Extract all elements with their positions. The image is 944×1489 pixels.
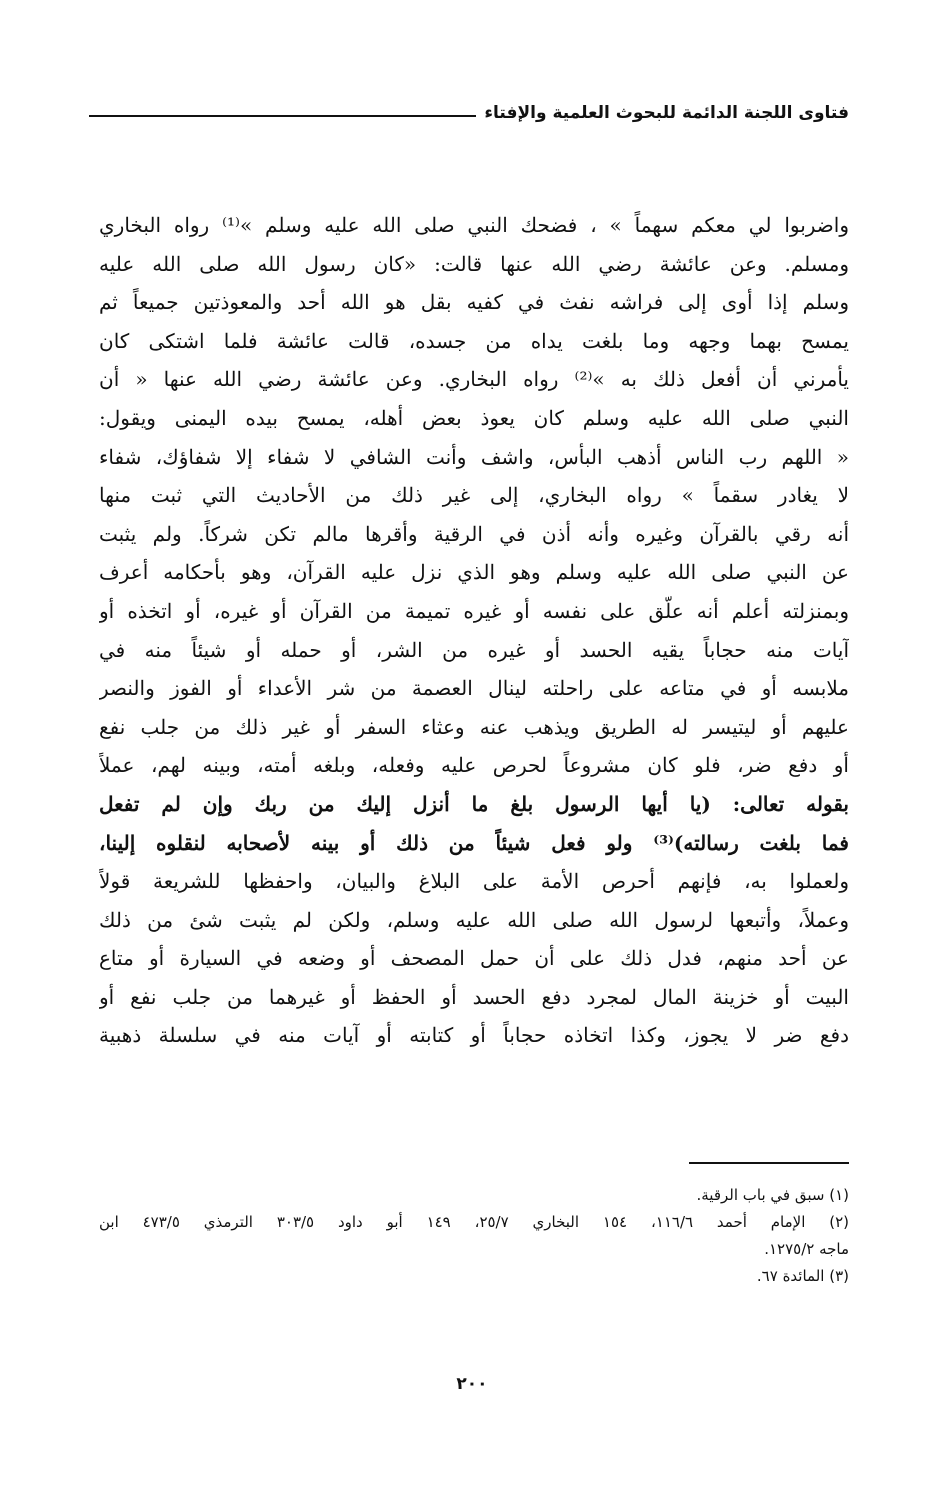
text-line: دفع ضر لا يجوز، وكذا اتخاذه حجاباً أو كتابته أو آيات منه في سلسلة ذهبية: [99, 1023, 849, 1048]
text-line: وعملاً، وأتبعها لرسول الله صلى الله عليه وسلم، ولكن لم يثبت شئ من ذلك: [99, 907, 849, 932]
footnotes: [99, 1182, 849, 1290]
text-line: ومسلم. وعن عائشة رضي الله عنها قالت: «كان رسول الله صلى الله عليه: [99, 251, 849, 276]
text-line: النبي صلى الله عليه وسلم كان يعوذ بعض أهله، يمسح بيده اليمنى ويقول:: [99, 405, 849, 430]
text-line: عن النبي صلى الله عليه وسلم وهو الذي نزل عليه القرآن، وهو بأحكامه أعرف: [99, 560, 849, 585]
text-line: ملابسه أو في متاعه على راحلته لينال العصمة من شر الأعداء أو الفوز والنصر: [99, 676, 849, 701]
footnote-2: (٢) الإمام أحمد ١١٦/٦، ١٥٤ البخاري ٢٥/٧، ١٤٩ أبو داود ٣٠٣/٥ الترمذي ٤٧٣/٥ ابن: [99, 1213, 849, 1231]
footnote-3: (٣) المائدة ٦٧.: [756, 1267, 849, 1285]
book-title: فتاوى اللجنة الدائمة للبحوث العلمية والإفتاء: [484, 103, 849, 123]
body-text: [99, 206, 849, 1055]
text-line: يأمرني أن أفعل ذلك به »⁽²⁾ رواه البخاري. وعن عائشة رضي الله عنها « أن: [99, 367, 849, 392]
text-line: يمسح بهما وجهه وما بلغت يداه من جسده، قالت عائشة فلما اشتكى كان: [99, 328, 849, 353]
text-line: عليهم أو ليتيسر له الطريق ويذهب عنه وعثاء السفر أو غير ذلك من جلب نفع: [99, 714, 849, 739]
footnote-separator: [689, 1162, 849, 1164]
text-line: عن أحد منهم، فدل ذلك على أن حمل المصحف أو وضعه في السيارة أو متاع: [99, 946, 849, 971]
text-line: أو دفع ضر، فلو كان مشروعاً لحرص عليه وفعله، وبلغه أمته، وبينه لهم، عملاً: [99, 753, 849, 778]
text-line: وسلم إذا أوى إلى فراشه نفث في كفيه بقل هو الله أحد والمعوذتين جميعاً ثم: [99, 290, 849, 315]
text-line: وبمنزلته أعلم أنه علّق على نفسه أو غيره تميمة من القرآن أو غيره، أو اتخذه أو: [99, 598, 849, 623]
text-line: أنه رقي بالقرآن وغيره وأنه أذن في الرقية وأقرها مالم تكن شركاً. ولم يثبت: [99, 521, 849, 546]
text-line: لا يغادر سقماً » رواه البخاري، إلى غير ذلك من الأحاديث التي ثبت منها: [99, 483, 849, 508]
quran-verse-line: بقوله تعالى: (يا أيها الرسول بلغ ما أنزل إليك من ربك وإن لم تفعل: [99, 791, 849, 816]
quran-verse-line: فما بلغت رسالته)⁽³⁾ ولو فعل شيئاً من ذلك أو بينه لأصحابه لنقلوه إلينا،: [99, 830, 849, 855]
page-number: ٢٠٠: [456, 1374, 488, 1394]
header-rule: [89, 115, 476, 117]
running-head: [89, 96, 849, 130]
text-line: واضربوا لي معكم سهماً » ، فضحك النبي صلى الله عليه وسلم »⁽¹⁾ رواه البخاري: [99, 213, 849, 237]
text-line: آيات منه حجاباً يقيه الحسد أو غيره من الشر، أو حمله أو شيئاً منه في: [99, 637, 849, 662]
text-line: البيت أو خزينة المال لمجرد دفع الحسد أو الحفظ أو غيرهما من جلب نفع أو: [99, 984, 849, 1009]
footnote-1: (١) سبق في باب الرقية.: [696, 1186, 849, 1204]
text-line: ولعملوا به، فإنهم أحرص الأمة على البلاغ والبيان، واحفظها للشريعة قولاً: [99, 869, 849, 894]
text-line: « اللهم رب الناس أذهب البأس، واشف وأنت الشافي لا شفاء إلا شفاؤك، شفاء: [99, 444, 849, 469]
footnote-2-continued: ماجه ١٢٧٥/٢.: [764, 1240, 849, 1258]
